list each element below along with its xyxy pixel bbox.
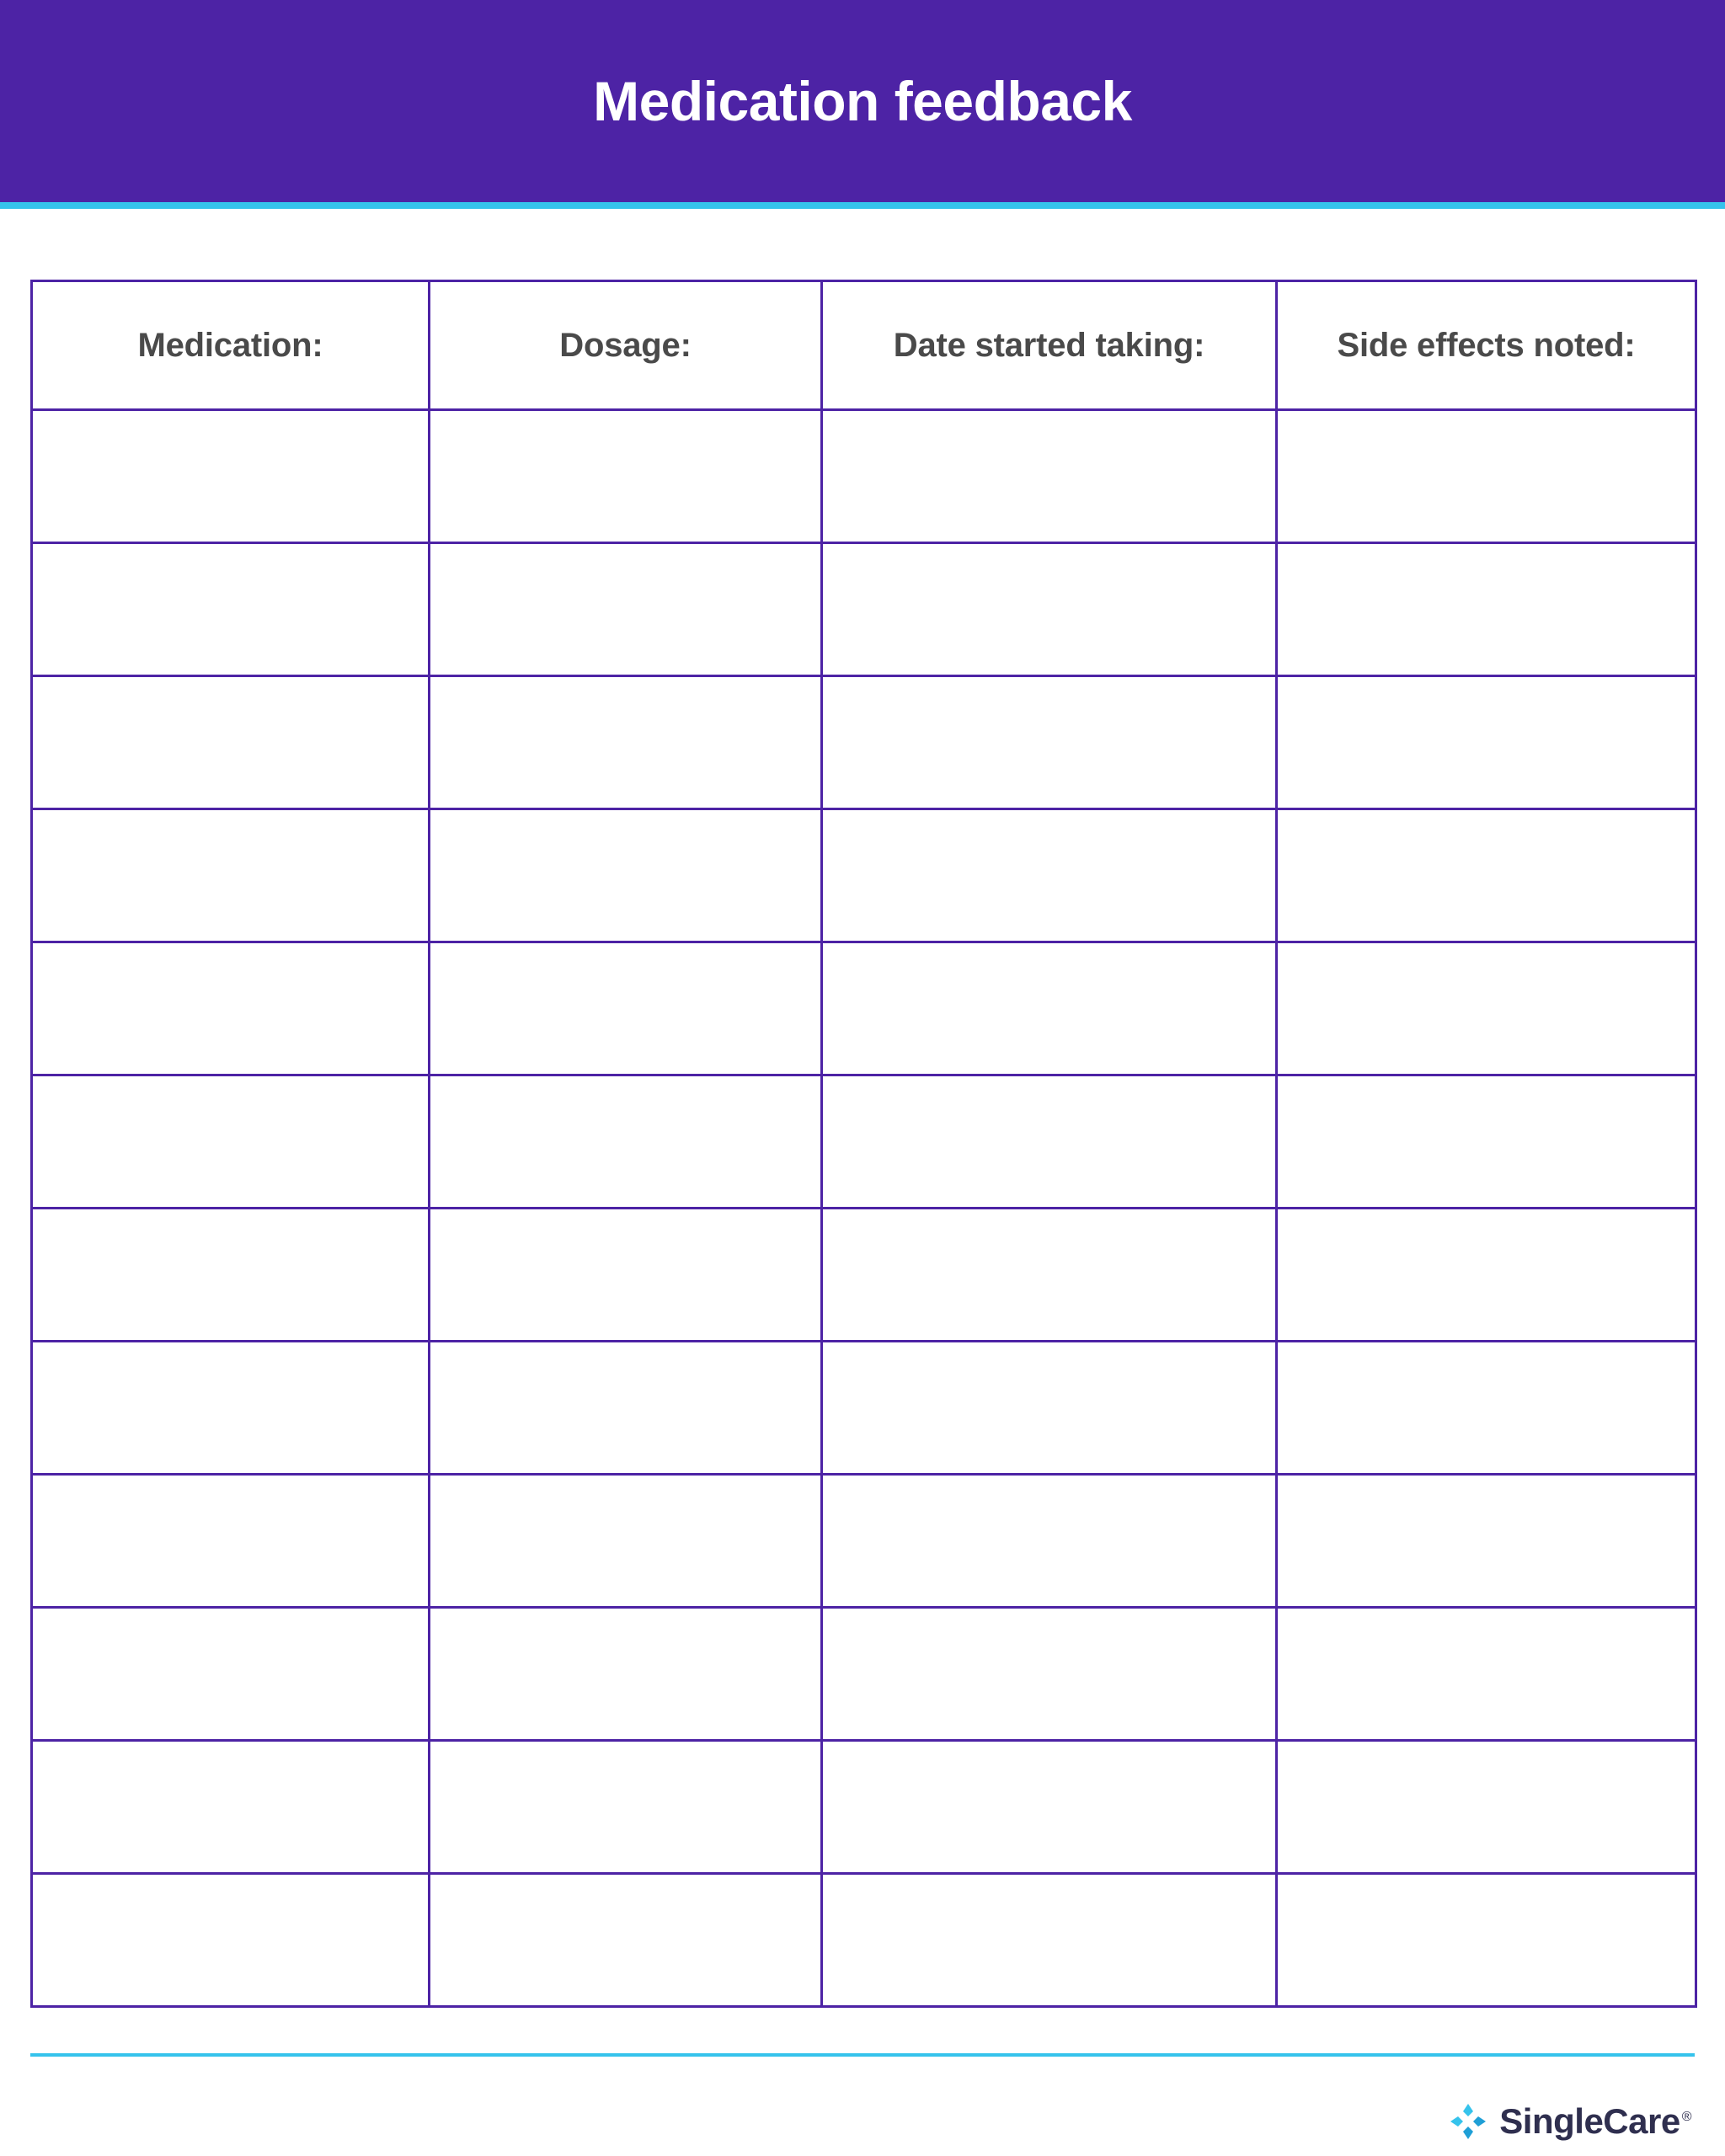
table-row bbox=[32, 1608, 1696, 1741]
cell-side-effects[interactable] bbox=[1277, 1874, 1696, 2007]
cell-dosage[interactable] bbox=[430, 942, 822, 1075]
footer-accent-rule bbox=[30, 2053, 1695, 2057]
cell-date-started[interactable] bbox=[822, 1342, 1277, 1475]
cell-medication[interactable] bbox=[32, 942, 430, 1075]
cell-side-effects[interactable] bbox=[1277, 1475, 1696, 1608]
table-body bbox=[32, 410, 1696, 2007]
cell-medication[interactable] bbox=[32, 1209, 430, 1342]
cell-side-effects[interactable] bbox=[1277, 410, 1696, 543]
cell-medication[interactable] bbox=[32, 676, 430, 809]
cell-dosage[interactable] bbox=[430, 809, 822, 942]
cell-side-effects[interactable] bbox=[1277, 1075, 1696, 1209]
table-row bbox=[32, 809, 1696, 942]
column-header-side-effects: Side effects noted: bbox=[1277, 281, 1696, 410]
cell-dosage[interactable] bbox=[430, 1874, 822, 2007]
table-row bbox=[32, 410, 1696, 543]
medication-table-container bbox=[30, 280, 1695, 2008]
cell-dosage[interactable] bbox=[430, 1608, 822, 1741]
cell-side-effects[interactable] bbox=[1277, 543, 1696, 676]
cell-side-effects[interactable] bbox=[1277, 676, 1696, 809]
cell-date-started[interactable] bbox=[822, 676, 1277, 809]
singlecare-cross-icon bbox=[1449, 2102, 1487, 2141]
table-row bbox=[32, 676, 1696, 809]
cell-side-effects[interactable] bbox=[1277, 1209, 1696, 1342]
cell-date-started[interactable] bbox=[822, 1874, 1277, 2007]
cell-date-started[interactable] bbox=[822, 1608, 1277, 1741]
page-header bbox=[0, 0, 1725, 202]
table-row bbox=[32, 1741, 1696, 1874]
table-row bbox=[32, 1209, 1696, 1342]
cell-dosage[interactable] bbox=[430, 543, 822, 676]
cell-dosage[interactable] bbox=[430, 676, 822, 809]
cell-dosage[interactable] bbox=[430, 1075, 822, 1209]
cell-date-started[interactable] bbox=[822, 1475, 1277, 1608]
cell-side-effects[interactable] bbox=[1277, 1342, 1696, 1475]
cell-dosage[interactable] bbox=[430, 410, 822, 543]
footer-brand bbox=[1449, 2102, 1691, 2141]
cell-dosage[interactable] bbox=[430, 1741, 822, 1874]
cell-date-started[interactable] bbox=[822, 1209, 1277, 1342]
cell-medication[interactable] bbox=[32, 1075, 430, 1209]
cell-side-effects[interactable] bbox=[1277, 942, 1696, 1075]
cell-medication[interactable] bbox=[32, 1874, 430, 2007]
brand-name bbox=[1499, 2101, 1691, 2141]
cell-date-started[interactable] bbox=[822, 543, 1277, 676]
header-accent-rule bbox=[0, 202, 1725, 209]
table-row bbox=[32, 543, 1696, 676]
column-header-medication: Medication: bbox=[32, 281, 430, 410]
cell-side-effects[interactable] bbox=[1277, 1608, 1696, 1741]
column-header-date-started: Date started taking: bbox=[822, 281, 1277, 410]
cell-medication[interactable] bbox=[32, 1342, 430, 1475]
cell-medication[interactable] bbox=[32, 809, 430, 942]
cell-medication[interactable] bbox=[32, 543, 430, 676]
page-title: Medication feedback bbox=[593, 70, 1132, 132]
cell-date-started[interactable] bbox=[822, 942, 1277, 1075]
registered-mark: ® bbox=[1681, 2110, 1691, 2124]
cell-date-started[interactable] bbox=[822, 809, 1277, 942]
table-row bbox=[32, 1075, 1696, 1209]
table-row bbox=[32, 942, 1696, 1075]
table-header-row bbox=[32, 281, 1696, 410]
cell-medication[interactable] bbox=[32, 1475, 430, 1608]
cell-date-started[interactable] bbox=[822, 1075, 1277, 1209]
column-header-dosage: Dosage: bbox=[430, 281, 822, 410]
cell-medication[interactable] bbox=[32, 1608, 430, 1741]
cell-medication[interactable] bbox=[32, 1741, 430, 1874]
cell-side-effects[interactable] bbox=[1277, 1741, 1696, 1874]
cell-dosage[interactable] bbox=[430, 1342, 822, 1475]
cell-medication[interactable] bbox=[32, 410, 430, 543]
brand-name-text: SingleCare bbox=[1499, 2101, 1680, 2141]
cell-dosage[interactable] bbox=[430, 1209, 822, 1342]
table-row bbox=[32, 1342, 1696, 1475]
cell-date-started[interactable] bbox=[822, 1741, 1277, 1874]
table-row bbox=[32, 1874, 1696, 2007]
table-row bbox=[32, 1475, 1696, 1608]
medication-table bbox=[30, 280, 1697, 2008]
cell-side-effects[interactable] bbox=[1277, 809, 1696, 942]
cell-date-started[interactable] bbox=[822, 410, 1277, 543]
cell-dosage[interactable] bbox=[430, 1475, 822, 1608]
